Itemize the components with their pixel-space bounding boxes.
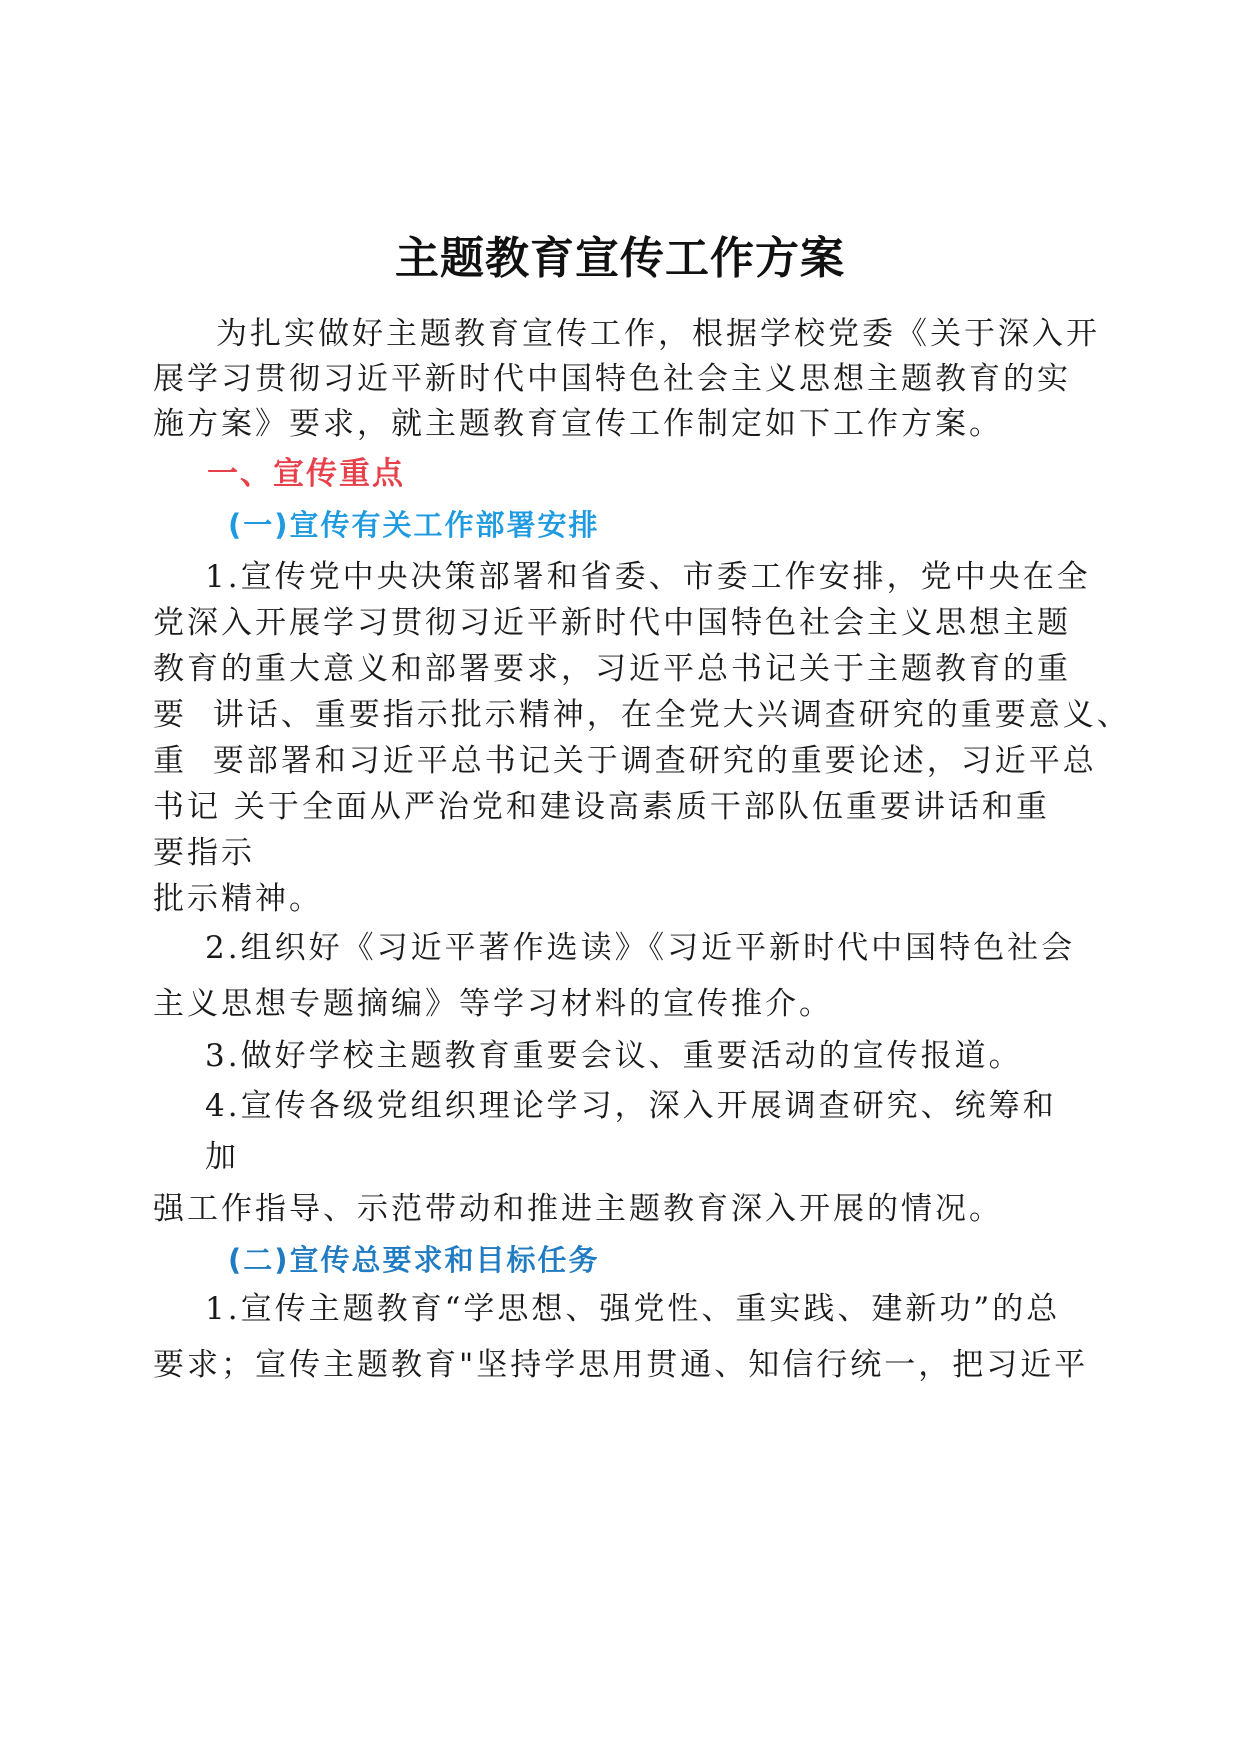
item-1-line-8: 批示精神。 [153,881,323,917]
item-4-line-1: 4.宣传各级党组织理论学习，深入开展调查研究、统筹和 [205,1088,1057,1124]
item-1-line-5: 重 要部署和习近平总书记关于调查研究的重要论述，习近平总 [153,743,1097,779]
item-1-line-3: 教育的重大意义和部署要求，习近平总书记关于主题教育的重 [153,651,1071,687]
item-2-line-2: 主义思想专题摘编》等学习材料的宣传推介。 [153,986,833,1022]
item-4-line-3: 强工作指导、示范带动和推进主题教育深入开展的情况。 [153,1191,1003,1227]
item-1-line-7: 要指示 [153,835,255,871]
sub-heading-2: (二)宣传总要求和目标任务 [228,1243,600,1277]
sub2-item-1-line-2: 要求；宣传主题教育"坚持学思用贯通、知信行统一，把习近平 [153,1347,1089,1383]
sub2-item-1-line-1: 1.宣传主题教育“学思想、强党性、重实践、建新功”的总 [205,1291,1061,1327]
item-1-line-4: 要 讲话、重要指示批示精神，在全党大兴调查研究的重要意义、 [153,697,1131,733]
intro-line-3: 施方案》要求，就主题教育宣传工作制定如下工作方案。 [153,406,1003,442]
item-1-line-6: 书记 关于全面从严治党和建设高素质干部队伍重要讲话和重 [153,789,1050,825]
intro-line-1: 为扎实做好主题教育宣传工作，根据学校党委《关于深入开 [216,316,1100,352]
item-2-line-1: 2.组织好《习近平著作选读》《习近平新时代中国特色社会 [205,930,1076,966]
item-1-line-1: 1.宣传党中央决策部署和省委、市委工作安排，党中央在全 [205,559,1091,595]
item-4-line-2: 加 [205,1139,239,1175]
intro-line-2: 展学习贯彻习近平新时代中国特色社会主义思想主题教育的实 [153,361,1071,397]
item-3-line-1: 3.做好学校主题教育重要会议、重要活动的宣传报道。 [205,1038,1023,1074]
document-title: 主题教育宣传工作方案 [395,233,845,284]
sub-heading-1: (一)宣传有关工作部署安排 [228,508,600,542]
section-heading-1: 一、宣传重点 [207,456,405,492]
item-1-line-2: 党深入开展学习贯彻习近平新时代中国特色社会主义思想主题 [153,605,1071,641]
